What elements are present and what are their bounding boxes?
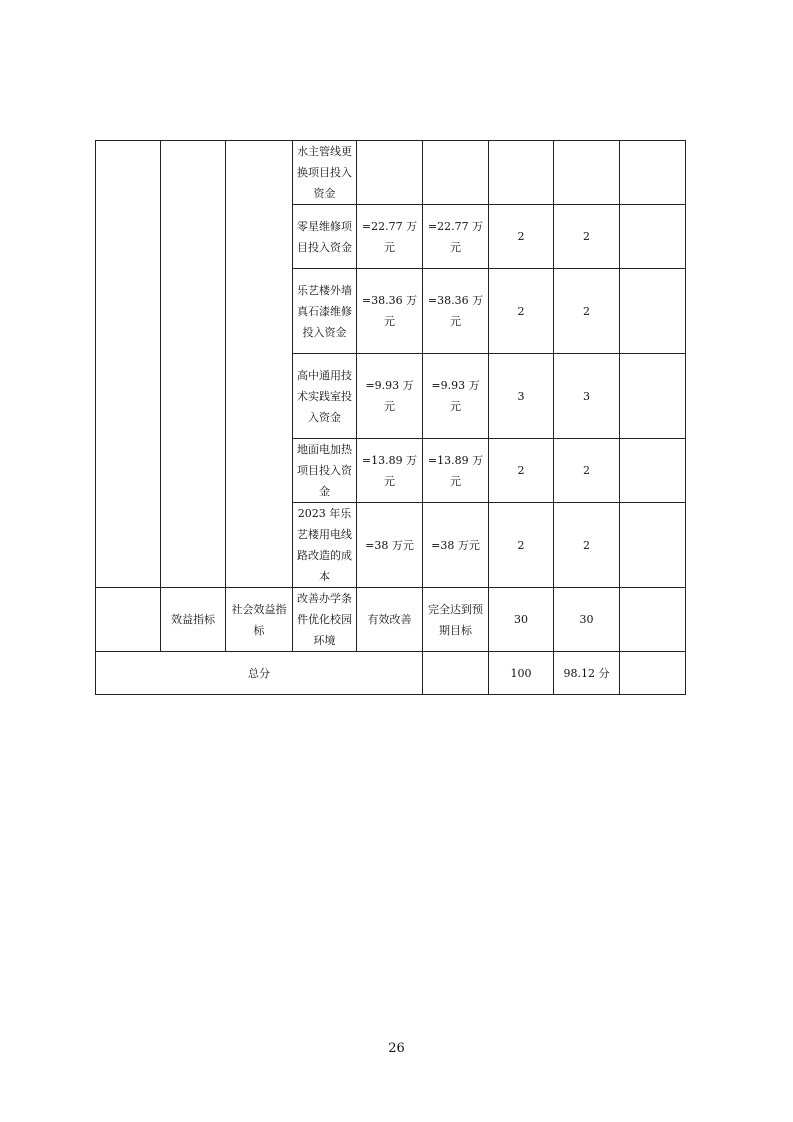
empty-cell <box>96 141 161 588</box>
remark-cell <box>620 269 686 354</box>
score-cell: 3 <box>554 354 620 439</box>
weight-cell <box>489 141 554 205</box>
total-label-cell: 总分 <box>96 652 423 695</box>
indicator-item-cell: 乐艺楼外墙真石漆维修投入资金 <box>293 269 357 354</box>
actual-value-cell: =13.89 万元 <box>423 439 489 503</box>
actual-value-cell: =38.36 万元 <box>423 269 489 354</box>
target-value-cell: =22.77 万元 <box>357 205 423 269</box>
weight-cell: 2 <box>489 205 554 269</box>
total-weight-cell: 100 <box>489 652 554 695</box>
performance-table <box>95 140 686 695</box>
score-cell: 2 <box>554 503 620 588</box>
target-value-cell: =38.36 万元 <box>357 269 423 354</box>
actual-value-cell: 完全达到预期目标 <box>423 588 489 652</box>
table-row <box>96 141 686 205</box>
empty-cell <box>226 141 293 588</box>
target-value-cell: =9.93 万元 <box>357 354 423 439</box>
weight-cell: 3 <box>489 354 554 439</box>
total-actual-cell <box>423 652 489 695</box>
indicator-item-cell: 改善办学条件优化校园环境 <box>293 588 357 652</box>
level2-indicator-cell: 社会效益指标 <box>226 588 293 652</box>
weight-cell: 2 <box>489 269 554 354</box>
weight-cell: 2 <box>489 503 554 588</box>
target-value-cell: =38 万元 <box>357 503 423 588</box>
actual-value-cell: =22.77 万元 <box>423 205 489 269</box>
indicator-item-cell: 高中通用技术实践室投入资金 <box>293 354 357 439</box>
remark-cell <box>620 141 686 205</box>
score-cell: 2 <box>554 439 620 503</box>
target-value-cell: 有效改善 <box>357 588 423 652</box>
level1-indicator-cell: 效益指标 <box>161 588 226 652</box>
total-remark-cell <box>620 652 686 695</box>
remark-cell <box>620 439 686 503</box>
table-row <box>96 588 686 652</box>
weight-cell: 2 <box>489 439 554 503</box>
remark-cell <box>620 205 686 269</box>
score-cell: 2 <box>554 205 620 269</box>
empty-cell <box>161 141 226 588</box>
indicator-item-cell: 零星维修项目投入资金 <box>293 205 357 269</box>
remark-cell <box>620 354 686 439</box>
target-value-cell: =13.89 万元 <box>357 439 423 503</box>
actual-value-cell: =38 万元 <box>423 503 489 588</box>
indicator-item-cell: 地面电加热项目投入资金 <box>293 439 357 503</box>
total-score-cell: 98.12 分 <box>554 652 620 695</box>
actual-value-cell: =9.93 万元 <box>423 354 489 439</box>
target-value-cell <box>357 141 423 205</box>
total-row <box>96 652 686 695</box>
score-cell <box>554 141 620 205</box>
empty-cell <box>96 588 161 652</box>
indicator-item-cell: 水主管线更换项目投入资金 <box>293 141 357 205</box>
weight-cell: 30 <box>489 588 554 652</box>
score-cell: 2 <box>554 269 620 354</box>
score-cell: 30 <box>554 588 620 652</box>
indicator-item-cell: 2023 年乐艺楼用电线路改造的成本 <box>293 503 357 588</box>
page-number: 26 <box>388 1041 405 1056</box>
remark-cell <box>620 588 686 652</box>
actual-value-cell <box>423 141 489 205</box>
remark-cell <box>620 503 686 588</box>
